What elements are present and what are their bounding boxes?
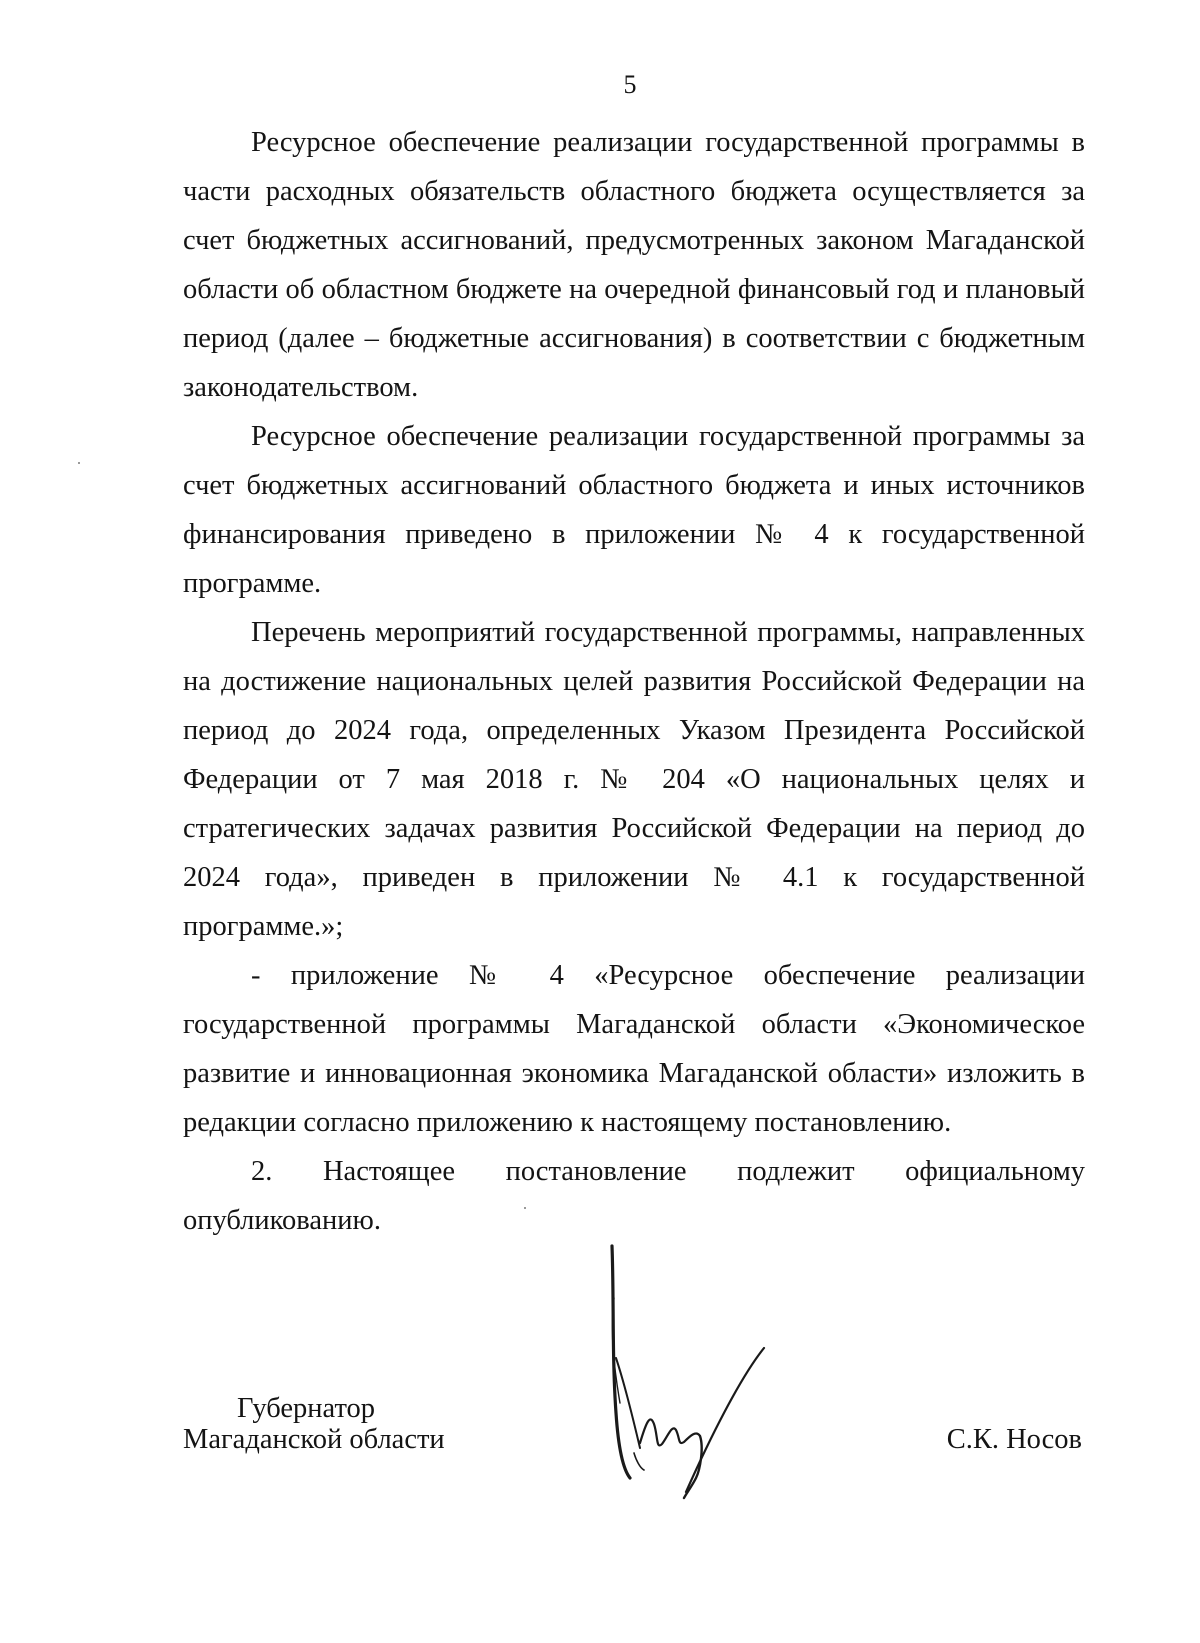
paragraph-official-publication: 2. Настоящее постановление подлежит официальному опубликованию.	[183, 1156, 1085, 1236]
paragraph-national-goals-measures: Перечень мероприятий государственной программы, направленных на достижение национальных целей развития Российской Федерации на период до 2024 года, определенных Указом Президента Российской Федерации от 7 мая 2018 г. № 204 «О национальных целях и стратегических задачах развития Российской Федерации на период до 2024 года», приведен в приложении № 4.1 к государственной программе.»;	[183, 617, 1085, 942]
signature-block	[0, 1238, 1200, 1598]
scan-speck	[524, 1207, 526, 1209]
signer-position-title: Губернатор	[237, 1393, 376, 1424]
document-body	[183, 118, 1085, 1245]
signer-position	[183, 1393, 445, 1455]
paragraph-resource-provision-appendix-4: Ресурсное обеспечение реализации государственной программы за счет бюджетных ассигнований областного бюджета и иных источников финансирования приведено в приложении № 4 к государственной программе.	[183, 421, 1085, 599]
signer-position-region: Магаданской области	[183, 1424, 445, 1455]
scan-speck	[78, 462, 80, 464]
page-number: 5	[623, 70, 637, 99]
paragraph-appendix-4-amendment: - приложение № 4 «Ресурсное обеспечение реализации государственной программы Магаданской области «Экономическое развитие и инновационная экономика Магаданской области» изложить в редакции согласно приложению к настоящему постановлению.	[183, 960, 1085, 1138]
handwritten-signature	[600, 1238, 820, 1538]
signer-name: С.К. Носов	[946, 1424, 1082, 1455]
paragraph-resource-provision-budget: Ресурсное обеспечение реализации государственной программы в части расходных обязательств областного бюджета осуществляется за счет бюджетных ассигнований, предусмотренных законом Магаданской области об областном бюджете на очередной финансовый год и плановый период (далее – бюджетные ассигнования) в соответствии с бюджетным законодательством.	[183, 127, 1085, 403]
